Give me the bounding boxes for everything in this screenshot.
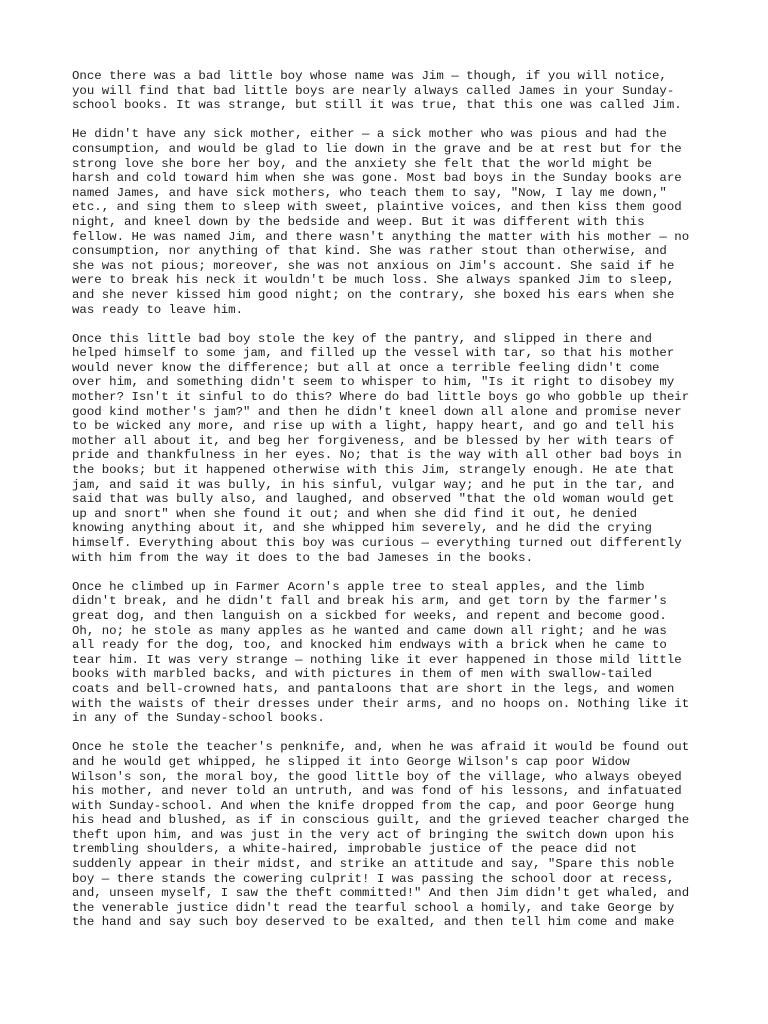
text-line: all ready for the dog, too, and knocked him endways with a brick when he came to bbox=[72, 638, 667, 653]
text-line: would never know the difference; but all at once a terrible feeling didn't come bbox=[72, 360, 660, 375]
text-line: consumption, nor anything of that kind. She was rather stout than otherwise, and bbox=[72, 244, 667, 259]
text-line: theft upon him, and was just in the very act of bringing the switch down upon his bbox=[72, 827, 675, 842]
text-line: himself. Everything about this boy was curious — everything turned out differently bbox=[72, 536, 682, 550]
text-line: and she never kissed him good night; on the contrary, she boxed his ears when she bbox=[72, 287, 675, 302]
text-line: He didn't have any sick mother, either — a sick mother who was pious and had the bbox=[72, 127, 667, 142]
text-line: the hand and say such boy deserved to be exalted, and then tell him come and make bbox=[72, 915, 675, 930]
text-line: mother all about it, and beg her forgiveness, and be blessed by her with tears of bbox=[72, 433, 675, 448]
text-line: night, and kneel down by the bedside and weep. But it was different with this bbox=[72, 214, 645, 229]
text-line: school books. It was strange, but still it was true, that this one was called Jim. bbox=[72, 98, 682, 113]
text-line: helped himself to some jam, and filled up the vessel with tar, so that his mother bbox=[72, 346, 675, 361]
text-line: Once he climbed up in Farmer Acorn's apple tree to steal apples, and the limb bbox=[72, 579, 645, 594]
text-line: Oh, no; he stole as many apples as he wanted and came down all right; and he was bbox=[72, 623, 667, 638]
text-line: harsh and cold toward him when she was gone. Most bad boys in the Sunday books are bbox=[72, 171, 682, 186]
document-page bbox=[72, 69, 752, 945]
text-line: she was not pious; moreover, she was not anxious on Jim's account. She said if he bbox=[72, 258, 675, 273]
text-line: jam, and said it was bully, in his sinful, vulgar way; and he put in the tar, and bbox=[72, 477, 675, 492]
text-line: and he would get whipped, he slipped it into George Wilson's cap poor Widow bbox=[72, 754, 630, 769]
text-line: Once there was a bad little boy whose name was Jim — though, if you will notice, bbox=[72, 69, 667, 83]
paragraph-4 bbox=[72, 580, 752, 726]
text-line: up and snort" when she found it out; and when she did find it out, he denied bbox=[72, 506, 638, 521]
text-line: were to break his neck it wouldn't be much loss. She always spanked Jim to sleep, bbox=[72, 273, 675, 288]
paragraph-5 bbox=[72, 740, 752, 930]
text-line: consumption, and would be glad to lie down in the grave and be at rest but for the bbox=[72, 141, 682, 156]
text-line: suddenly appear in their midst, and strike an attitude and say, "Spare this noble bbox=[72, 857, 675, 872]
text-line: named James, and have sick mothers, who teach them to say, "Now, I lay me down," bbox=[72, 185, 667, 200]
text-line: the venerable justice didn't read the tearful school a homily, and take George by bbox=[72, 900, 675, 915]
text-line: mother? Isn't it sinful to do this? Where do bad little boys go who gobble up their bbox=[72, 390, 690, 405]
paragraph-1 bbox=[72, 69, 752, 113]
text-line: was ready to leave him. bbox=[72, 302, 244, 317]
text-line: with the waists of their dresses under their arms, and no hoops on. Nothing like it bbox=[72, 696, 690, 711]
text-line: said that was bully also, and laughed, and observed "that the old woman would get bbox=[72, 492, 675, 507]
text-line: Once this little bad boy stole the key of the pantry, and slipped in there and bbox=[72, 331, 652, 346]
text-line: his head and blushed, as if in conscious guilt, and the grieved teacher charged the bbox=[72, 813, 690, 828]
text-line: etc., and sing them to sleep with sweet, plaintive voices, and then kiss them good bbox=[72, 200, 682, 215]
text-line: with Sunday-school. And when the knife dropped from the cap, and poor George hung bbox=[72, 798, 675, 813]
text-line: you will find that bad little boys are nearly always called James in your Sunday- bbox=[72, 83, 675, 98]
text-line: with him from the way it does to the bad Jameses in the books. bbox=[72, 550, 534, 565]
text-line: to be wicked any more, and rise up with a light, happy heart, and go and tell his bbox=[72, 419, 675, 434]
text-line: over him, and something didn't seem to whisper to him, "Is it right to disobey my bbox=[72, 375, 675, 390]
text-line: tear him. It was very strange — nothing like it ever happened in those mild little bbox=[72, 652, 682, 667]
text-line: the books; but it happened otherwise with this Jim, strangely enough. He ate that bbox=[72, 463, 675, 478]
text-line: good kind mother's jam?" and then he didn't kneel down all alone and promise never bbox=[72, 404, 682, 419]
text-line: and, unseen myself, I saw the theft committed!" And then Jim didn't get whaled, and bbox=[72, 886, 690, 901]
text-line: pride and thankfulness in her eyes. No; that is the way with all other bad boys in bbox=[72, 448, 682, 463]
paragraph-2 bbox=[72, 127, 752, 317]
text-line: didn't break, and he didn't fall and break his arm, and get torn by the farmer's bbox=[72, 594, 667, 609]
text-line: knowing anything about it, and she whipped him severely, and he did the crying bbox=[72, 521, 652, 536]
text-line: books with marbled backs, and with pictures in them of men with swallow-tailed bbox=[72, 667, 652, 682]
paragraph-3 bbox=[72, 332, 752, 566]
text-line: trembling shoulders, a white-haired, improbable justice of the peace did not bbox=[72, 842, 638, 857]
text-line: boy — there stands the cowering culprit! I was passing the school door at recess, bbox=[72, 871, 675, 886]
text-line: Wilson's son, the moral boy, the good little boy of the village, who always obeyed bbox=[72, 769, 682, 784]
text-line: strong love she bore her boy, and the anxiety she felt that the world might be bbox=[72, 156, 652, 171]
text-line: his mother, and never told an untruth, and was fond of his lessons, and infatuated bbox=[72, 784, 682, 799]
text-line: Once he stole the teacher's penknife, and, when he was afraid it would be found out bbox=[72, 740, 690, 755]
text-line: coats and bell-crowned hats, and pantaloons that are short in the legs, and women bbox=[72, 681, 675, 696]
text-line: fellow. He was named Jim, and there wasn't anything the matter with his mother — no bbox=[72, 229, 690, 244]
text-line: in any of the Sunday-school books. bbox=[72, 711, 325, 726]
text-line: great dog, and then languish on a sickbed for weeks, and repent and become good. bbox=[72, 608, 667, 623]
